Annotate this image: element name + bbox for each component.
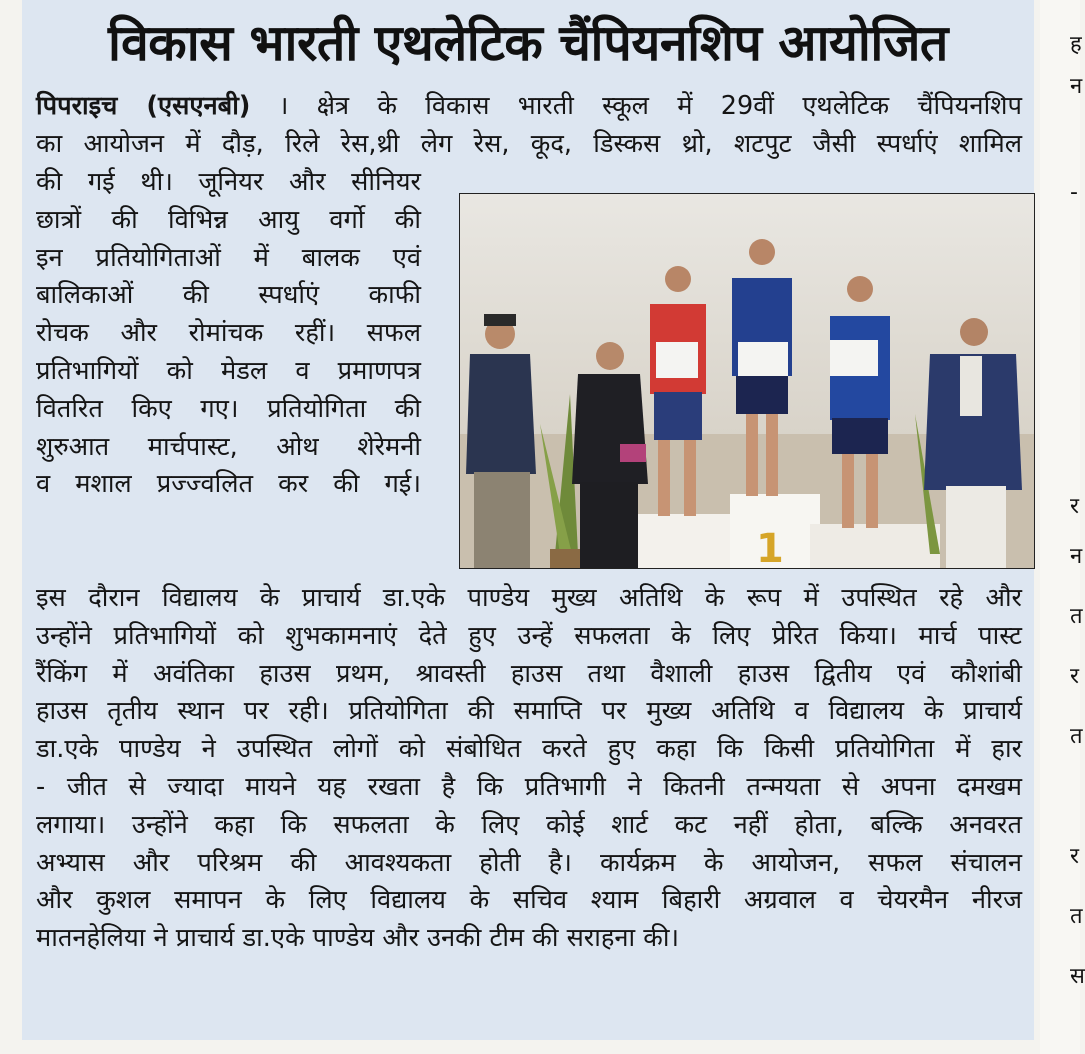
article-intro bbox=[36, 88, 1022, 164]
body-line: - जीत से ज्यादा मायने यह रखता है कि प्रतिभागी ने कितनी तन्मयता से अपना दमखम bbox=[36, 771, 1022, 802]
left-line: की गई थी। जूनियर और सीनियर bbox=[36, 167, 421, 197]
left-line: शुरुआत मार्चपास्ट, ओथ शेरेमनी bbox=[36, 431, 421, 462]
left-line: वितरित किए गए। प्रतियोगिता की bbox=[36, 393, 421, 424]
body-line: रैंकिंग में अवंतिका हाउस प्रथम, श्रावस्ती हाउस तथा वैशाली हाउस द्वितीय एवं कौशांबी bbox=[36, 658, 1022, 689]
body-line: अभ्यास और परिश्रम की आवश्यकता होती है। कार्यक्रम के आयोजन, सफल संचालन bbox=[36, 847, 1022, 878]
dateline: पिपराइच (एसएनबी) bbox=[36, 91, 251, 121]
left-line: रोचक और रोमांचक रहीं। सफल bbox=[36, 318, 421, 349]
article-left-column bbox=[36, 164, 421, 504]
left-line: छात्रों की विभिन्न आयु वर्गो की bbox=[36, 204, 421, 235]
guest-woman bbox=[572, 342, 648, 568]
body-line: लगाया। उन्होंने कहा कि सफलता के लिए कोई शार्ट कट नहीं होता, बल्कि अनवरत bbox=[36, 809, 1022, 840]
intro-line-1-text: । क्षेत्र के विकास भारती स्कूल में 29वीं एथलेटिक चैंपियनशिप bbox=[278, 91, 1022, 121]
body-line: इस दौरान विद्यालय के प्राचार्य डा.एके पाण्डेय मुख्य अतिथि के रूप में उपस्थित रहे और bbox=[36, 583, 1022, 613]
headline: विकास भारती एथलेटिक चैंपियनशिप आयोजित bbox=[108, 14, 948, 72]
photo-illustration bbox=[460, 194, 1034, 572]
left-line: इन प्रतियोगिताओं में बालक एवं bbox=[36, 242, 421, 273]
left-line: बालिकाओं की स्पर्धाएं काफी bbox=[36, 280, 421, 311]
body-line: और कुशल समापन के लिए विद्यालय के सचिव श्याम बिहारी अग्रवाल व चेयरमैन नीरज bbox=[36, 885, 1022, 916]
intro-line-2: का आयोजन में दौड़, रिले रेस,थ्री लेग रेस, कूद, डिस्कस थ्रो, शटपुट जैसी स्पर्धाएं शामिल bbox=[36, 128, 1022, 159]
left-line: व मशाल प्रज्ज्वलित कर की गई। bbox=[36, 469, 421, 500]
podium-rank-label: 1 bbox=[756, 526, 784, 572]
left-line: प्रतिभागियों को मेडल व प्रमाणपत्र bbox=[36, 355, 421, 386]
news-article bbox=[22, 0, 1034, 1040]
intro-line-1 bbox=[36, 88, 1022, 126]
adjacent-column-edge: ह न - र न त र त र त स bbox=[1040, 0, 1080, 1054]
award-ceremony-photo bbox=[459, 193, 1035, 572]
article-body bbox=[36, 580, 1022, 958]
body-line: हाउस तृतीय स्थान पर रही। प्रतियोगिता की समाप्ति पर मुख्य अतिथि व विद्यालय के प्राचार्य bbox=[36, 696, 1022, 727]
body-line: उन्होंने प्रतिभागियों को शुभकामनाएं देते हुए उन्हें सफलता के लिए प्रेरित किया। मार्च पास्ट bbox=[36, 620, 1022, 651]
body-line: मातनहेलिया ने प्राचार्य डा.एके पाण्डेय और उनकी टीम की सराहना की। bbox=[36, 923, 680, 954]
body-line: डा.एके पाण्डेय ने उपस्थित लोगों को संबोधित करते हुए कहा कि किसी प्रतियोगिता में हार bbox=[36, 734, 1022, 765]
